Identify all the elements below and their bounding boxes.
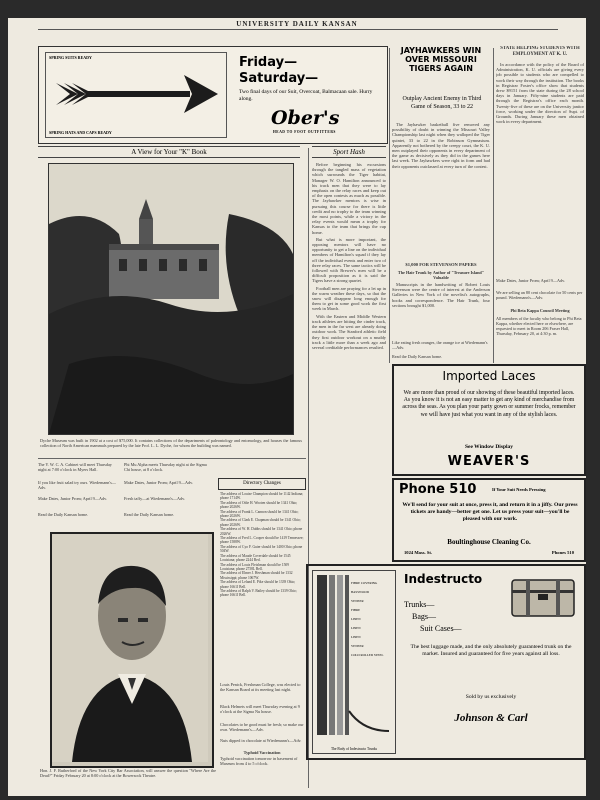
boultinghouse-address: 1024 Mass. St. — [404, 550, 433, 555]
trunk-diagram — [312, 570, 396, 754]
jayhawkers-paragraph: The Jayhawker basketball five removed any possibility of doubt in winning the Missouri Valley Championship last night when they walloped the Tiger quintet, 33 to 22 in the Robinson Gymnasium. Apparently not bothered by the creepy court, the K. U. men outplayed their opponents in every department of the game as decisively as they did in the games here last week. The Jayhawkers were right in form and had their opponents outclassed at every turn of the contest. — [392, 122, 490, 169]
typhoid-body: Typhoid vaccination tomorrow in basement of Museum from 4 to 5 o'clock. — [220, 756, 298, 766]
masthead: UNIVERSITY DAILY KANSAN — [236, 20, 358, 28]
read-kansan-note: Read the Daily Kansan home. — [38, 512, 89, 517]
ywca-note: The Y. W. C. A. Cabinet will meet Thursday night at 7:00 o'clock in Myers Hall. — [38, 462, 112, 472]
black-helmets-note: Black Helmets will meet Thursday evening at 9 o'clock at the Sigma Nu house. — [220, 704, 300, 714]
junior-prom-note-3: Make Dates, Junior Prom; April 9—Adv. — [496, 278, 565, 283]
fruit-salad-note: If you like fruit salad try ours. Wiedemann's—Adv. — [38, 480, 116, 490]
trunk-label: FIBRE COVERING — [351, 581, 378, 585]
phone510-ad — [392, 478, 586, 562]
portrait-caption: Hon. J. F. Rutherford of the New York City Bar Association, will answer the question "Where Are the Dead?" Friday February 20 at 8:00 o'clock at the Bowersock Theatre. — [40, 768, 216, 778]
phone510-body: We'll send for your suit at once, press it, and return it in a jiffy. Our press tickets are handy—better get one. Let us press your suit—you'll be pleased with our work. — [402, 502, 578, 522]
trunk-label: COLD ROLLED STEEL — [351, 653, 384, 657]
directory-item: The address of Louise Champion should be 1142 Indiana; phone 1714W. — [220, 492, 304, 501]
saturday-heading: Saturday— — [239, 71, 319, 86]
directory-item: The address of Cyo F. Guier should be 1400 Ohio; phone 504W. — [220, 544, 303, 554]
indestructo-body: The best luggage made, and the only absolutely guaranteed trunk on the market. Insured and guaranteed for five years against all loss. — [410, 644, 572, 657]
boultinghouse-phones: Phones 510 — [551, 550, 574, 555]
arrow-icon — [52, 69, 220, 119]
stevenson-paragraph: Manuscripts in the handwriting of Robert Louis Stevenson were the centre of interest at the Anderson Galleries in New York of the novelist's autographs, books and correspondence. The Hair Trunk, four sections brought $1,000. — [392, 282, 490, 308]
jayhawkers-headline: JAYHAWKERS WIN OVER MISSOURI TIGERS AGAIN — [400, 46, 482, 73]
sport-hash-title: Sport Hash — [312, 146, 386, 158]
newspaper-page — [8, 18, 586, 796]
friday-heading: Friday— — [239, 55, 298, 70]
phi-beta-kappa-body: All members of the faculty who belong to Phi Beta Kappa, whether elected here or elsewhere, are requested to meet in Room 206 Fraser Hall, Thursday, February 20, at 4:30 p. m. — [496, 316, 582, 336]
sport-paragraph: Before beginning his excursions through the tangled mass of vegetation which surrounds the Tiger habitat, Manager W. O. Hamilton announced to his track men that they were to lay emphasis on the relay races and keep out of the open contests as much as possible. The Jayhawker mentors is wise in pursuing this course for there is little credit and no trophy to the team winning the most points, while a victory in the relay events would mean a trophy for Kansas to the team that brings the cup home. — [312, 162, 386, 235]
read-kansan-note-3: Read the Daily Kansan home. — [392, 354, 443, 359]
phi-beta-kappa-title: Phi Beta Kappa Council Meeting — [510, 308, 570, 313]
spring-hats-label: SPRING HATS AND CAPS READY — [49, 130, 112, 135]
directory-item: The address of Elmer J. Hershman should be 1332 Mississippi; phone 1067W. — [220, 571, 293, 580]
portrait-frame — [50, 532, 214, 768]
obers-tagline: HEAD TO FOOT OUTFITTERS — [273, 130, 336, 134]
phone510-tag: If Your Suit Needs Pressing — [492, 487, 546, 492]
typhoid-title: Typhoid Vaccination — [243, 750, 281, 755]
weavers-logo: WEAVER'S — [447, 454, 531, 469]
museum-photo — [48, 163, 294, 435]
directory-item: The address of W. H. Dubbs should be 1341 Ohio; phone 2026W. — [220, 527, 303, 536]
indestructo-ad — [306, 564, 586, 760]
portrait-illustration — [52, 534, 208, 762]
boultinghouse-logo: Boultinghouse Cleaning Co. — [447, 538, 531, 546]
chocolate-sale-note: We are selling an 80 cent chocolate for 50 cents per pound. Wiedemann's—Adv. — [496, 290, 583, 300]
trunk-label: LINEN — [351, 635, 361, 639]
state-helping-headline: STATE HELPING STUDENTS WITH EMPLOYMENT AT K. U. — [500, 46, 580, 57]
jayhawkers-body — [392, 122, 490, 260]
directory-item: The address of Leland E. Pike should be 1339 Ohio; phone 1661J Bell. — [220, 580, 296, 589]
trunk-caption: The Body of Indestructo Trunks — [330, 747, 378, 751]
indestructo-trunks: Trunks— — [404, 600, 435, 609]
trunk-icon — [508, 572, 578, 620]
read-kansan-note-2: Read the Daily Kansan home. — [124, 512, 175, 517]
weavers-body: We are more than proud of our showing of these beautiful imported laces. As you know it is not an easy matter to get any kind of merchandise from across the seas. As you plan your party gown or summer frocks, remember we will have just what you want in any of the stylish laces. — [402, 390, 576, 418]
stevenson-body — [392, 282, 490, 338]
taffy-note: Fresh taffy—at Wiedemann's—Adv. — [124, 496, 185, 501]
arrow-panel — [45, 52, 227, 138]
sold-exclusively: Sold by us exclusively — [465, 694, 517, 700]
sport-paragraph: Football men are praying for a let up in the warm weather these days, so that the snow will disappear long enough for them to get in some good work the first week in March. — [312, 285, 386, 312]
trunk-label: FIBRE — [351, 608, 361, 612]
phone510-title: Phone 510 — [399, 482, 477, 497]
jayhawkers-deck: Outplay Ancient Enemy in Third Game of Season, 33 to 22 — [402, 96, 482, 110]
window-display: See Window Display — [464, 444, 514, 450]
directory-item: The address of Frank L. Cannon should be 1341 Ohio; phone 2026W. — [220, 509, 299, 519]
chocolates-note: Chocolates to be good must be fresh; so make our own. Wiedemann's—Adv. — [220, 722, 304, 732]
directory-item: The address of Ralph V. Bailey should be 1339 Ohio; phone 1661J Bell. — [220, 588, 297, 598]
nuts-note: Nuts dipped in chocolate at Wiedemann's—Adv. — [220, 738, 302, 743]
trunk-label: LINEN — [351, 626, 361, 630]
directory-header: Directory Changes — [218, 478, 306, 490]
sale-offer: Two final days of our Suit, Overcoat, Balmacaan sale. Hurry along. — [239, 89, 373, 102]
stevenson-title: The Hair Trunk by Author of "Treasure Island" Valuable — [397, 270, 485, 280]
trunk-label: LINEN — [351, 617, 361, 621]
stevenson-headline: $1,000 FOR STEVENSON PAPERS — [405, 262, 477, 267]
spring-suits-label: SPRING SUITS READY — [49, 55, 92, 60]
directory-item: The address of Fred L. Cooper should be 1419 Tennessee; phone 1588W. — [220, 536, 304, 545]
junior-prom-note-2: Make Dates, Junior Prom; April 9—Adv. — [38, 496, 107, 501]
directory-item: The address of Clark E. Chapman should be 1341 Ohio; phone 2026W. — [220, 518, 301, 527]
orange-ice-note: Like eating fresh oranges, the orange ice at Wiedemann's—Adv. — [392, 340, 488, 350]
penick-note: Louis Penick, Freshman College, was elected to the Kansan Board at its meeting last night. — [220, 682, 301, 692]
museum-caption: Dyche Museum was built in 1902 at a cost of $75,000. It contains collections of the departments of paleontology and entomology, and houses the famous collection of North American mammals prepared by the late Prof. L. L. Dyche, for whom the building was named. — [40, 438, 302, 448]
directory-item: The address of Maude Coverdale should be 1545 Louisiana; phone 2244 Red. — [220, 553, 291, 563]
view-header: A View for Your "K" Book — [38, 146, 300, 158]
indestructo-suitcases: Suit Cases— — [420, 624, 462, 633]
directory-item: The address of Odie H. Wooten should be 1341 Ohio; phone 2026W. — [220, 500, 298, 510]
phi-mu-note: Phi Mu Alpha meets Thursday night at the Sigma Chi house, at 8 o'clock. — [124, 462, 207, 472]
sport-paragraph: With the Eastern and Middle Western track athletes are hitting the cinder track, the men in the far west are already doing outdoor work. The Stanford athletic field they first outdoor workout on a muddy track a little more than a week ago and several creditable performances resulted. — [312, 313, 386, 350]
state-helping-paragraph: In accordance with the policy of the Board of Administration, K. U. officials are giving every job possible to students who are compelled to work their way through the institution. The books in Registrar Foster's office show that students drew $9151 from the state during the 28 school days in January. Fifty-nine students are paid through the Registrar's office each month. Twenty-five of these are on the University janitor force, working under the direction of Supt. of Grounds. During January these men obtained work in every department. — [496, 62, 584, 125]
trunk-label: VENEER — [351, 644, 364, 648]
imported-laces-title: Imported Laces — [442, 369, 536, 383]
directory-item: The address of Louis Fleishman should be 1509 Louisiana; phone 2758L Bell. — [220, 562, 289, 571]
trunk-labels — [351, 579, 393, 660]
indestructo-title: Indestructo — [404, 572, 483, 586]
indestructo-bags: Bags— — [412, 612, 436, 621]
johnson-carl-logo: Johnson & Carl — [454, 712, 528, 724]
masthead-rule — [38, 29, 558, 30]
trunk-label: VENEER — [351, 599, 364, 603]
trunk-label: BASSWOOD — [351, 590, 369, 594]
state-helping-body — [496, 62, 584, 272]
sport-paragraph: But what is more important, the opposing mentors will have no opportunity to get a line on the individual members of Hamilton's squad if they lay off the individual events and enter two of three relay races. The same tactics will be followed with Brewer's men will be a difficult proposition as it is said the Tigers have a strong quartet. — [312, 236, 386, 284]
junior-prom-note: Make Dates, Junior Prom; April 9—Adv. — [124, 480, 193, 485]
museum-illustration — [49, 164, 293, 434]
obers-logo: Ober's — [271, 107, 340, 129]
obers-ad — [38, 46, 388, 144]
weavers-ad — [392, 364, 586, 476]
